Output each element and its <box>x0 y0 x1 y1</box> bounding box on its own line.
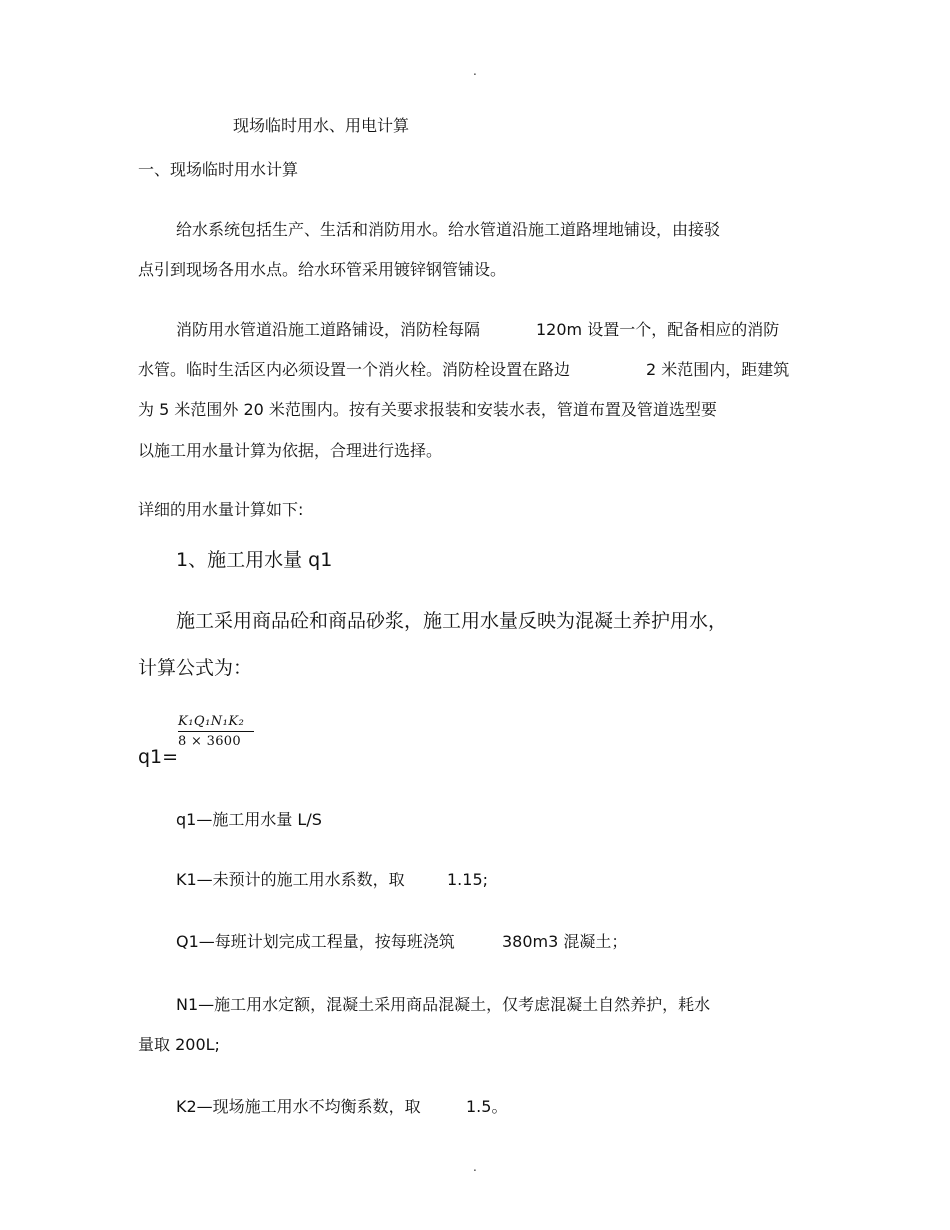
paragraph-line: 详细的用水量计算如下: <box>138 500 304 519</box>
page-title: 现场临时用水、用电计算 <box>233 116 410 135</box>
formula-fraction <box>178 714 254 749</box>
section-heading: 一、现场临时用水计算 <box>138 160 299 179</box>
formula-lhs: q1= <box>138 746 179 768</box>
definition-line: 量取 200L; <box>138 1035 220 1054</box>
paragraph-line: 以施工用水量计算为依据，合理进行选择。 <box>138 441 443 460</box>
paragraph-line: 水管。临时生活区内必须设置一个消火栓。消防栓设置在路边 <box>138 360 571 379</box>
definition-line: K1—未预计的施工用水系数，取 <box>176 870 405 889</box>
paragraph-line: 2 米范围内，距建筑 <box>646 360 790 379</box>
definition-value: 380m3 混凝土； <box>502 932 628 951</box>
paragraph-line: 点引到现场各用水点。给水环管采用镀锌钢管铺设。 <box>138 260 507 279</box>
definition-line: K2—现场施工用水不均衡系数，取 <box>176 1097 421 1116</box>
paragraph-line: 120m 设置一个，配备相应的消防 <box>536 320 780 339</box>
definition-line: N1—施工用水定额，混凝土采用商品混凝土，仅考虑混凝土自然养护，耗水 <box>176 995 711 1014</box>
definition-line: Q1—每班计划完成工程量，按每班浇筑 <box>176 932 455 951</box>
paragraph-line: 给水系统包括生产、生活和消防用水。给水管道沿施工道路埋地铺设，由接驳 <box>176 220 721 239</box>
footer-mark: . <box>473 1160 477 1174</box>
item-heading: 1、施工用水量 q1 <box>176 549 333 571</box>
definition-value: 1.15; <box>447 870 489 889</box>
formula-numerator: K₁Q₁N₁K₂ <box>178 714 245 729</box>
definition-line: q1—施工用水量 L/S <box>176 810 322 829</box>
formula-denominator: 8 × 3600 <box>178 734 241 749</box>
header-mark: . <box>473 64 477 78</box>
definition-value: 1.5。 <box>466 1097 508 1116</box>
paragraph-line: 计算公式为： <box>138 657 253 679</box>
paragraph-line: 为 5 米范围外 20 米范围内。按有关要求报装和安装水表，管道布置及管道选型要 <box>138 400 717 419</box>
paragraph-line: 消防用水管道沿施工道路铺设，消防栓每隔 <box>176 320 481 339</box>
paragraph-line: 施工采用商品砼和商品砂浆，施工用水量反映为混凝土养护用水， <box>176 610 728 632</box>
